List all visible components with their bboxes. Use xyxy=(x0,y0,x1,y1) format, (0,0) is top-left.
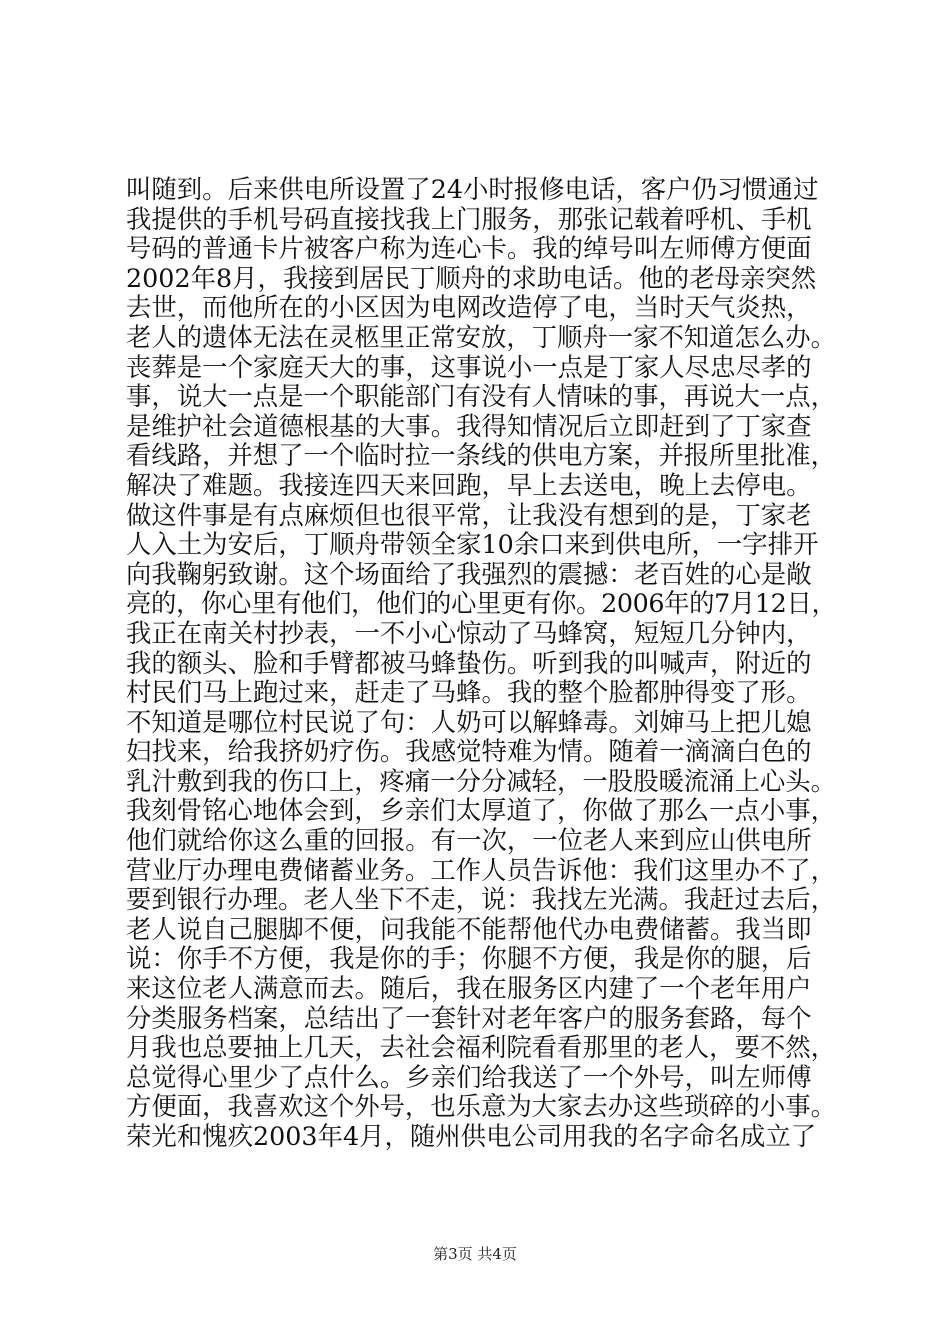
text-line: 解决了难题。我接连四天来回跑，早上去送电，晚上去停电。 xyxy=(126,469,812,500)
text-line: 说：你手不方便，我是你的手；你腿不方便，我是你的腿，后 xyxy=(126,943,812,974)
text-line: 我的额头、脸和手臂都被马蜂蛰伤。听到我的叫喊声，附近的 xyxy=(126,647,812,678)
text-line: 号码的普通卡片被客户称为连心卡。我的绰号叫左师傅方便面 xyxy=(126,233,812,264)
text-line: 向我鞠躬致谢。这个场面给了我强烈的震撼：老百姓的心是敞 xyxy=(126,558,812,589)
text-line: 去世，而他所在的小区因为电网改造停了电，当时天气炎热， xyxy=(126,292,812,323)
text-line: 不知道是哪位村民说了句：人奶可以解蜂毒。刘婶马上把儿媳 xyxy=(126,706,812,737)
text-line: 人入土为安后，丁顺舟带领全家10余口来到供电所，一字排开 xyxy=(126,529,819,560)
body-text xyxy=(126,175,836,1152)
text-line: 2002年8月，我接到居民丁顺舟的求助电话。他的老母亲突然 xyxy=(126,262,817,293)
text-line: 我刻骨铭心地体会到，乡亲们太厚道了，你做了那么一点小事， xyxy=(126,795,836,826)
text-line: 做这件事是有点麻烦但也很平常，让我没有想到的是，丁家老 xyxy=(126,499,812,530)
text-line: 总觉得心里少了点什么。乡亲们给我送了一个外号，叫左师傅 xyxy=(126,1061,812,1092)
text-line: 亮的，你心里有他们，他们的心里更有你。2006年的7月12日， xyxy=(126,588,837,619)
text-line: 分类服务档案，总结出了一套针对老年客户的服务套路，每个 xyxy=(126,1002,812,1033)
text-line: 荣光和愧疚2003年4月，随州供电公司用我的名字命名成立了 xyxy=(126,1121,817,1151)
text-line: 月我也总要抽上几天，去社会福利院看看那里的老人，要不然， xyxy=(126,1032,836,1063)
text-line: 事，说大一点是一个职能部门有没有人情味的事，再说大一点， xyxy=(126,381,836,412)
text-line: 叫随到。后来供电所设置了24小时报修电话，客户仍习惯通过 xyxy=(126,174,819,204)
text-line: 他们就给你这么重的回报。有一次，一位老人来到应山供电所 xyxy=(126,825,812,856)
text-line: 要到银行办理。老人坐下不走，说：我找左光满。我赶过去后， xyxy=(126,884,836,915)
text-line: 乳汁敷到我的伤口上，疼痛一分分减轻，一股股暖流涌上心头。 xyxy=(126,765,836,796)
text-line: 是维护社会道德根基的大事。我得知情况后立即赶到了丁家查 xyxy=(126,410,812,441)
text-line: 看线路，并想了一个临时拉一条线的供电方案，并报所里批准， xyxy=(126,440,836,471)
text-line: 我正在南关村抄表，一不小心惊动了马蜂窝，短短几分钟内， xyxy=(126,617,812,648)
text-line: 老人的遗体无法在灵柩里正常安放，丁顺舟一家不知道怎么办。 xyxy=(126,321,836,352)
text-line: 村民们马上跑过来，赶走了马蜂。我的整个脸都肿得变了形。 xyxy=(126,677,812,708)
text-line: 老人说自己腿脚不便，问我能不能帮他代办电费储蓄。我当即 xyxy=(126,913,812,944)
text-line: 妇找来，给我挤奶疗伤。我感觉特难为情。随着一滴滴白色的 xyxy=(126,736,812,767)
text-line: 我提供的手机号码直接找我上门服务，那张记载着呼机、手机 xyxy=(126,203,812,234)
page-footer: 第3页 共4页 xyxy=(433,1245,517,1263)
text-line: 方便面，我喜欢这个外号，也乐意为大家去办这些琐碎的小事。 xyxy=(126,1091,836,1122)
text-line: 丧葬是一个家庭天大的事，这事说小一点是丁家人尽忠尽孝的 xyxy=(126,351,812,382)
text-line: 营业厅办理电费储蓄业务。工作人员告诉他：我们这里办不了， xyxy=(126,854,836,885)
text-line: 来这位老人满意而去。随后，我在服务区内建了一个老年用户 xyxy=(126,973,812,1004)
